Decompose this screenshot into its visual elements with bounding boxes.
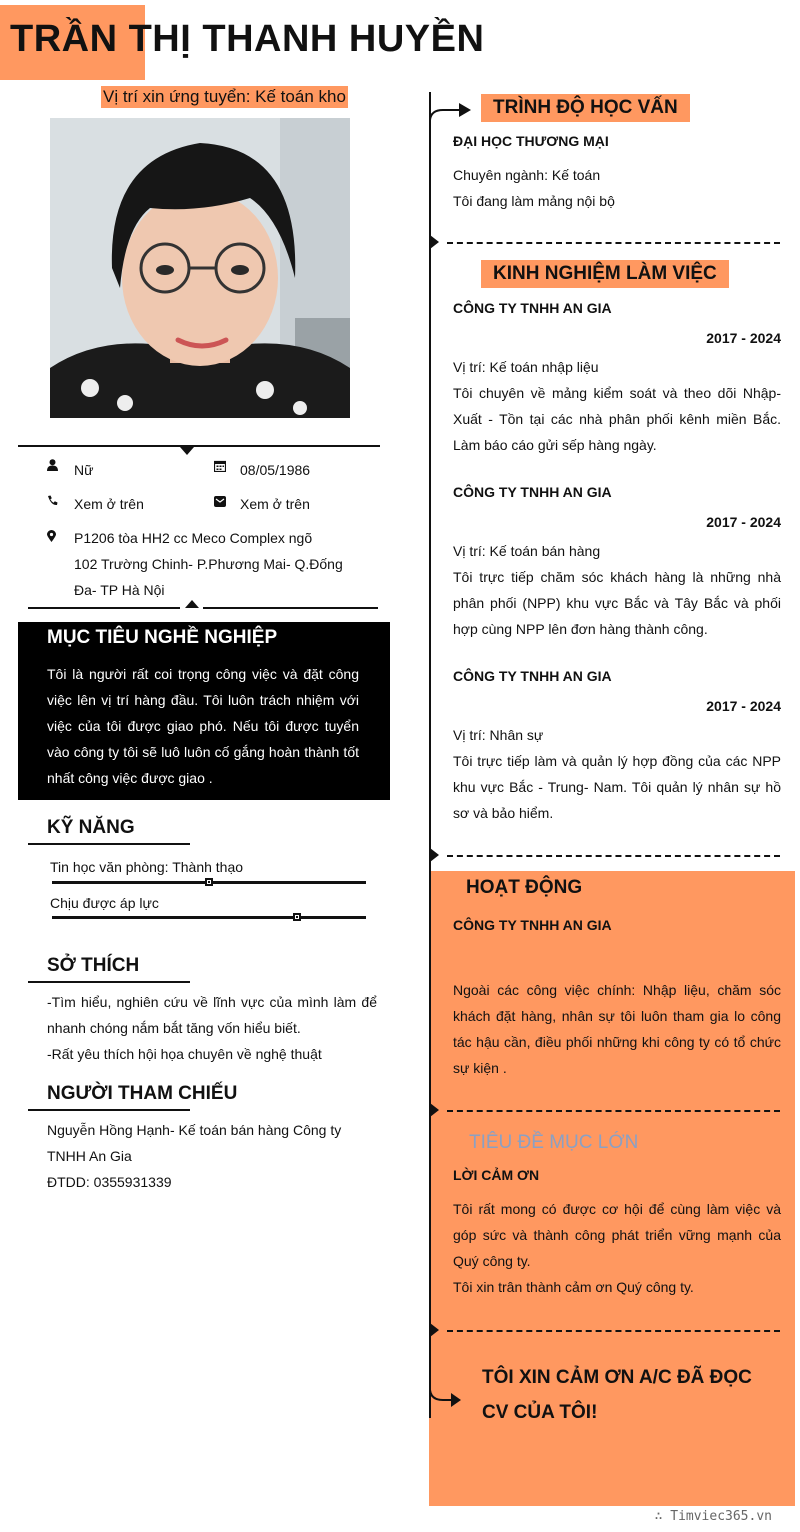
hobbies-title: SỞ THÍCH [47,955,140,976]
job-1-period: 2017 - 2024 [706,330,781,346]
dashed-divider-4 [447,1330,780,1332]
address-line-2: 102 Trường Chinh- P.Phương Mai- Q.Đống [74,556,343,572]
dashed-divider-2 [447,855,780,857]
job-1-company: CÔNG TY TNHH AN GIA [453,300,612,316]
email-icon [214,495,226,510]
reference-line-2: ĐTDD: 0355931339 [47,1174,172,1190]
closing-line-1: TÔI XIN CẢM ƠN A/C ĐÃ ĐỌC [482,1367,752,1388]
job-2-period: 2017 - 2024 [706,514,781,530]
education-title: TRÌNH ĐỘ HỌC VẤN [481,94,690,122]
education-school: ĐẠI HỌC THƯƠNG MẠI [453,133,609,149]
calendar-icon [214,460,226,475]
job-3-period: 2017 - 2024 [706,698,781,714]
reference-underline [28,1109,190,1111]
skill-label-2: Chịu được áp lực [50,895,159,911]
closing-line-2: CV CỦA TÔI! [482,1402,598,1423]
job-1-role: Vị trí: Kế toán nhập liệu [453,359,599,375]
extra-subtitle: LỜI CẢM ƠN [453,1167,540,1183]
extra-title: TIÊU ĐỀ MỤC LỚN [469,1132,639,1153]
address-line-1: P1206 tòa HH2 cc Meco Complex ngõ [74,530,313,546]
reference-title: NGƯỜI THAM CHIẾU [47,1083,238,1104]
skill-label-1: Tin học văn phòng: Thành thạo [50,859,244,875]
activities-title: HOẠT ĐỘNG [466,877,583,898]
timeline-line [429,92,431,1418]
hobbies-line-1: -Tìm hiểu, nghiên cứu về lĩnh vực của mình làm để nhanh chóng nắm bắt tăng vốn hiểu biết. [47,994,377,1036]
objective-title: MỤC TIÊU NGHỀ NGHIỆP [47,627,278,648]
timeline-marker-2 [430,848,439,862]
dashed-divider-1 [447,242,780,244]
divider-pointer-down [180,447,194,455]
objective-text: Tôi là người rất coi trọng công việc và đặt công việc lên vị trí hàng đầu. Tôi luôn trách nhiệm với việc của tôi được giao phó. Nếu tôi được tuyển vào công ty tôi sẽ luô luôn cố gắng hoàn thành tốt nhất công việc được giao . [47,666,359,786]
job-1-desc: Tôi chuyên về mảng kiểm soát và theo dõi Nhập-Xuất - Tồn tại các nhà phân phối kênh miền Bắc. Làm báo cáo gửi sếp hàng ngày. [453,385,781,453]
hobbies-underline [28,981,190,983]
dashed-divider-3 [447,1110,780,1112]
position-label: Vị trí xin ứng tuyển: Kế toán kho [103,87,346,106]
job-2-company: CÔNG TY TNHH AN GIA [453,484,612,500]
phone-value: Xem ở trên [74,496,144,512]
activities-org: CÔNG TY TNHH AN GIA [453,917,612,933]
divider-pointer-up [185,600,199,608]
job-2-role: Vị trí: Kế toán bán hàng [453,543,601,559]
email-value: Xem ở trên [240,496,310,512]
skill-knob-2[interactable] [293,913,301,921]
timeline-marker-4 [430,1323,439,1337]
skill-track-2 [52,916,366,919]
timeline-marker-1 [430,235,439,249]
map-marker-icon [47,530,56,545]
job-3-company: CÔNG TY TNHH AN GIA [453,668,612,684]
user-icon [47,459,58,474]
job-2-desc: Tôi trực tiếp chăm sóc khách hàng là những nhà phân phối (NPP) khu vực Bắc và Tây Bắc và phối hợp cùng NPP lên đơn hàng thành công. [453,569,781,637]
skill-knob-1[interactable] [205,878,213,886]
divider-bottom-right [203,607,378,609]
watermark: ∴ Timviec365.vn [654,1509,772,1524]
education-major: Chuyên ngành: Kế toán [453,167,601,183]
hobbies-line-2: -Rất yêu thích hội họa chuyên về nghệ thuật [47,1046,322,1062]
job-3-desc: Tôi trực tiếp làm và quản lý hợp đồng của các NPP khu vực Bắc - Trung- Nam. Tôi quản lý nhân sự hồ sơ và bảo hiểm. [453,753,781,821]
reference-line-1: Nguyễn Hồng Hạnh- Kế toán bán hàng Công ty TNHH An Gia [47,1122,342,1164]
activities-desc: Ngoài các công việc chính: Nhập liệu, chăm sóc khách đặt hàng, nhân sự tôi luôn tham gia lo công tác hậu cần, điều phối những khi công ty có tổ chức sự kiện . [453,982,781,1076]
closing-arrow-icon [429,1376,463,1425]
timeline-marker-3 [430,1103,439,1117]
candidate-name: TRẦN THỊ THANH HUYỀN [10,18,485,60]
timeline-arrow-icon [429,100,473,127]
skills-title: KỸ NĂNG [47,817,135,838]
divider-top [18,445,380,447]
education-note: Tôi đang làm mảng nội bộ [453,193,615,209]
experience-title: KINH NGHIỆM LÀM VIỆC [481,260,729,288]
extra-text-1: Tôi rất mong có được cơ hội để cùng làm việc và góp sức và thành công phát triển vững mạnh của Quý công ty. [453,1201,781,1269]
birthday-value: 08/05/1986 [240,462,311,478]
divider-bottom-left [28,607,180,609]
extra-text-2: Tôi xin trân thành cảm ơn Quý công ty. [453,1279,694,1295]
profile-photo [50,118,350,418]
skills-underline [28,843,190,845]
job-3-role: Vị trí: Nhân sự [453,727,544,743]
phone-icon [47,494,58,509]
gender-value: Nữ [74,462,94,478]
address-line-3: Đa- TP Hà Nội [74,582,165,598]
